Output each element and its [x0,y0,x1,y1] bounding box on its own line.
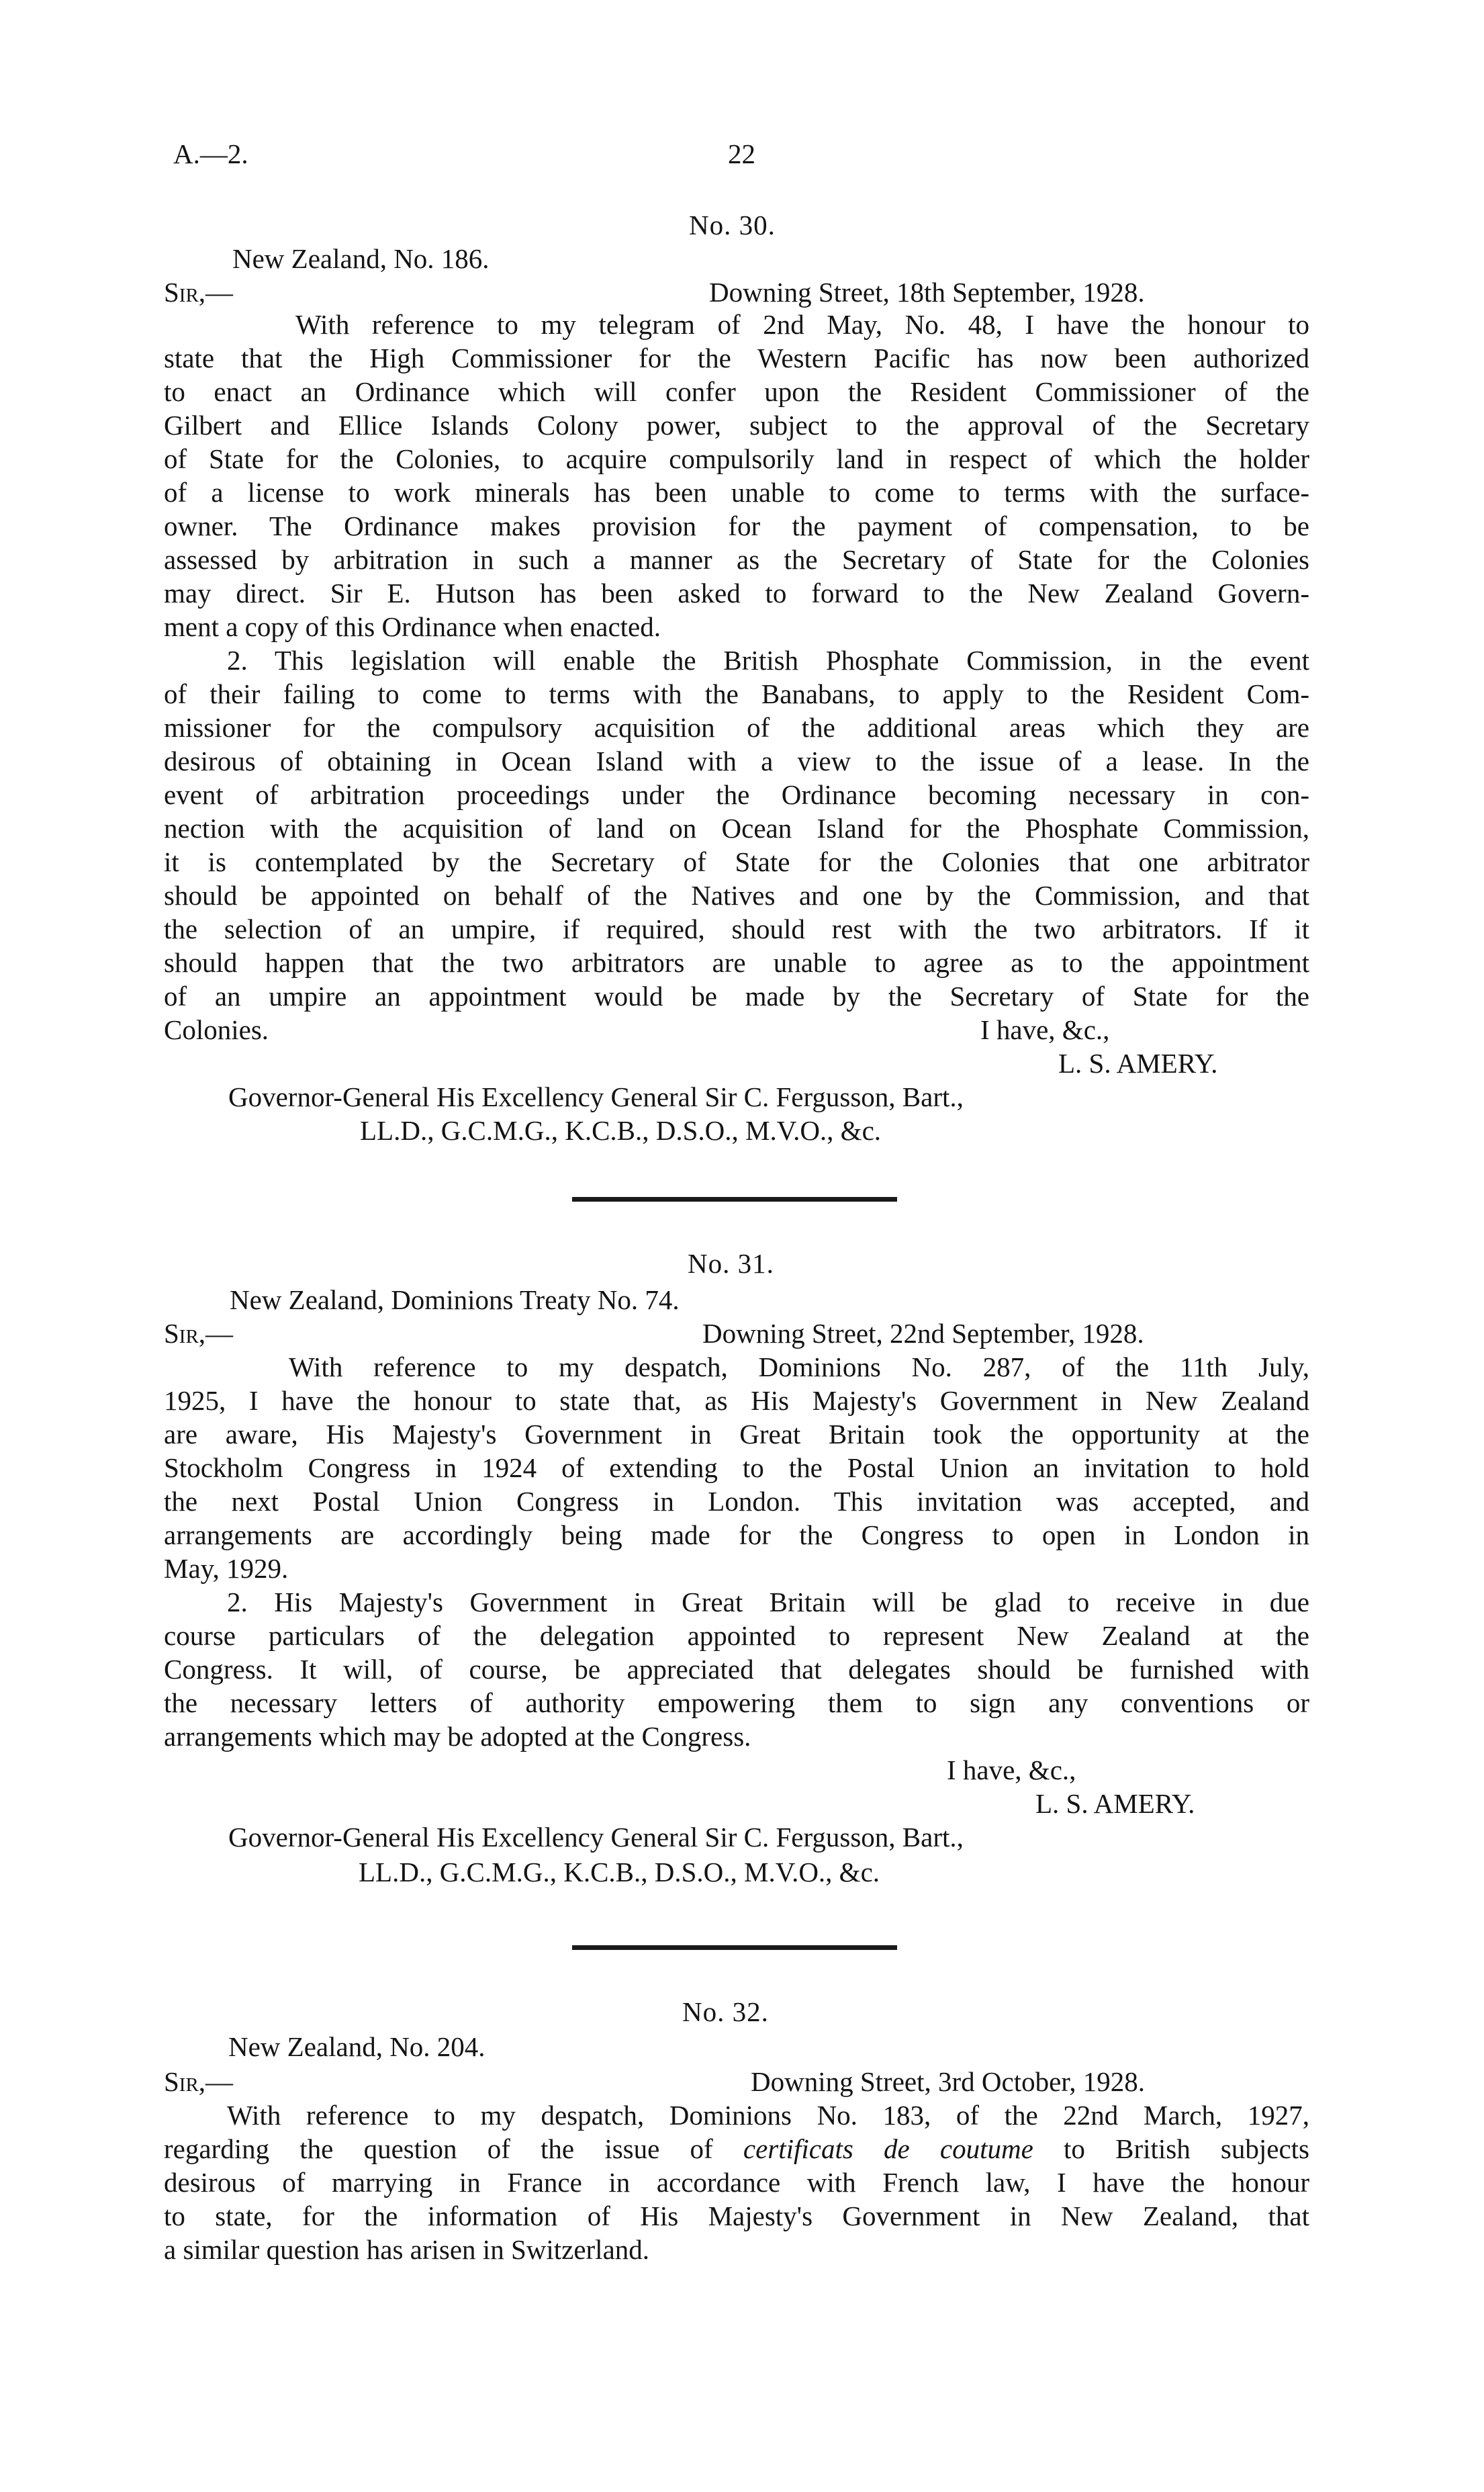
body-line: Colonies. [164,1014,269,1045]
body-line: 1925, I have the honour to state that, as His Majesty's Government in New Zealand [164,1385,1309,1416]
body-line: are aware, His Majesty's Government in Great Britain took the opportunity at the [164,1419,1309,1450]
body-line: With reference to my telegram of 2nd May, No. 48, I have the honour to [295,309,1309,340]
body-line: assessed by arbitration in such a manner as the Secretary of State for the Colonies [164,544,1309,575]
addressee-line-1: Governor-General His Excellency General Sir C. Fergusson, Bart., [228,1081,964,1112]
body-line: the next Postal Union Congress in London. This invitation was accepted, and [164,1486,1309,1517]
place-date: Downing Street, 3rd October, 1928. [751,2066,1146,2097]
section-divider [572,1197,897,1202]
body-line: a similar question has arisen in Switzerland. [164,2234,650,2265]
closing: I have, &c., [947,1754,1076,1785]
salutation: Sir,— [164,1318,234,1349]
body-line: owner. The Ordinance makes provision for the payment of compensation, to be [164,510,1309,541]
despatch-reference: New Zealand, No. 186. [232,243,490,274]
despatch-reference: New Zealand, Dominions Treaty No. 74. [230,1284,680,1315]
body-line: should be appointed on behalf of the Natives and one by the Commission, and that [164,880,1309,911]
body-line: course particulars of the delegation appointed to represent New Zealand at the [164,1620,1309,1651]
body-line: may direct. Sir E. Hutson has been asked to forward to the New Zealand Govern- [164,578,1309,609]
body-line [164,2132,1309,2166]
closing: I have, &c., [980,1014,1110,1045]
body-line: Stockholm Congress in 1924 of extending to the Postal Union an invitation to hold [164,1452,1309,1483]
place-date: Downing Street, 22nd September, 1928. [702,1318,1144,1349]
body-text: regarding the question of the issue of [164,2133,743,2164]
body-line: nection with the acquisition of land on Ocean Island for the Phosphate Commission, [164,813,1309,844]
section-divider [572,1945,897,1950]
page-number: 22 [728,138,755,169]
place-date: Downing Street, 18th September, 1928. [709,277,1145,308]
signature: L. S. AMERY. [1035,1788,1195,1819]
body-line: arrangements which may be adopted at the Congress. [164,1721,751,1752]
body-line: With reference to my despatch, Dominions No. 183, of the 22nd March, 1927, [227,2100,1309,2131]
addressee-line-1: Governor-General His Excellency General Sir C. Fergusson, Bart., [228,1822,964,1853]
despatch-number: No. 32. [682,1996,769,2027]
addressee-line-2: LL.D., G.C.M.G., K.C.B., D.S.O., M.V.O., &c. [360,1115,882,1146]
body-line: desirous of marrying in France in accordance with French law, I have the honour [164,2167,1309,2198]
body-line: to enact an Ordinance which will confer upon the Resident Commissioner of the [164,376,1309,407]
body-line: Gilbert and Ellice Islands Colony power, subject to the approval of the Secretary [164,410,1309,441]
italic-term: certificats de coutume [743,2133,1033,2164]
body-line: to state, for the information of His Majesty's Government in New Zealand, that [164,2200,1309,2231]
body-line: of their failing to come to terms with the Banabans, to apply to the Resident Com- [164,678,1309,709]
document-reference: A.—2. [173,138,248,169]
body-line: it is contemplated by the Secretary of State for the Colonies that one arbitrator [164,846,1309,877]
body-line: Congress. It will, of course, be appreciated that delegates should be furnished with [164,1654,1309,1685]
body-line: arrangements are accordingly being made for the Congress to open in London in [164,1519,1309,1550]
body-line: state that the High Commissioner for the Western Pacific has now been authorized [164,343,1309,373]
body-line: should happen that the two arbitrators are unable to agree as to the appointment [164,947,1309,978]
body-line: of an umpire an appointment would be made by the Secretary of State for the [164,981,1309,1012]
body-line: With reference to my despatch, Dominions No. 287, of the 11th July, [289,1351,1309,1382]
body-line: the selection of an umpire, if required, should rest with the two arbitrators. If it [164,914,1309,944]
body-line: 2. This legislation will enable the British Phosphate Commission, in the event [227,645,1309,676]
addressee-line-2: LL.D., G.C.M.G., K.C.B., D.S.O., M.V.O., &c. [359,1857,880,1887]
body-line: ment a copy of this Ordinance when enacted. [164,611,661,642]
body-text: to British subjects [1033,2133,1309,2164]
salutation: Sir,— [164,2066,234,2097]
body-line: missioner for the compulsory acquisition of the additional areas which they are [164,712,1309,743]
body-line: desirous of obtaining in Ocean Island with a view to the issue of a lease. In the [164,746,1309,776]
body-line: of State for the Colonies, to acquire compulsorily land in respect of which the holder [164,443,1309,474]
despatch-reference: New Zealand, No. 204. [228,2031,485,2062]
salutation: Sir,— [164,277,234,308]
body-line: May, 1929. [164,1553,289,1584]
body-line: 2. His Majesty's Government in Great Britain will be glad to receive in due [227,1587,1309,1617]
signature: L. S. AMERY. [1058,1048,1218,1079]
despatch-number: No. 31. [688,1248,774,1279]
body-line: the necessary letters of authority empowering them to sign any conventions or [164,1687,1309,1718]
body-line: of a license to work minerals has been unable to come to terms with the surface- [164,477,1309,508]
body-line: event of arbitration proceedings under the Ordinance becoming necessary in con- [164,779,1309,810]
despatch-number: No. 30. [689,210,776,240]
